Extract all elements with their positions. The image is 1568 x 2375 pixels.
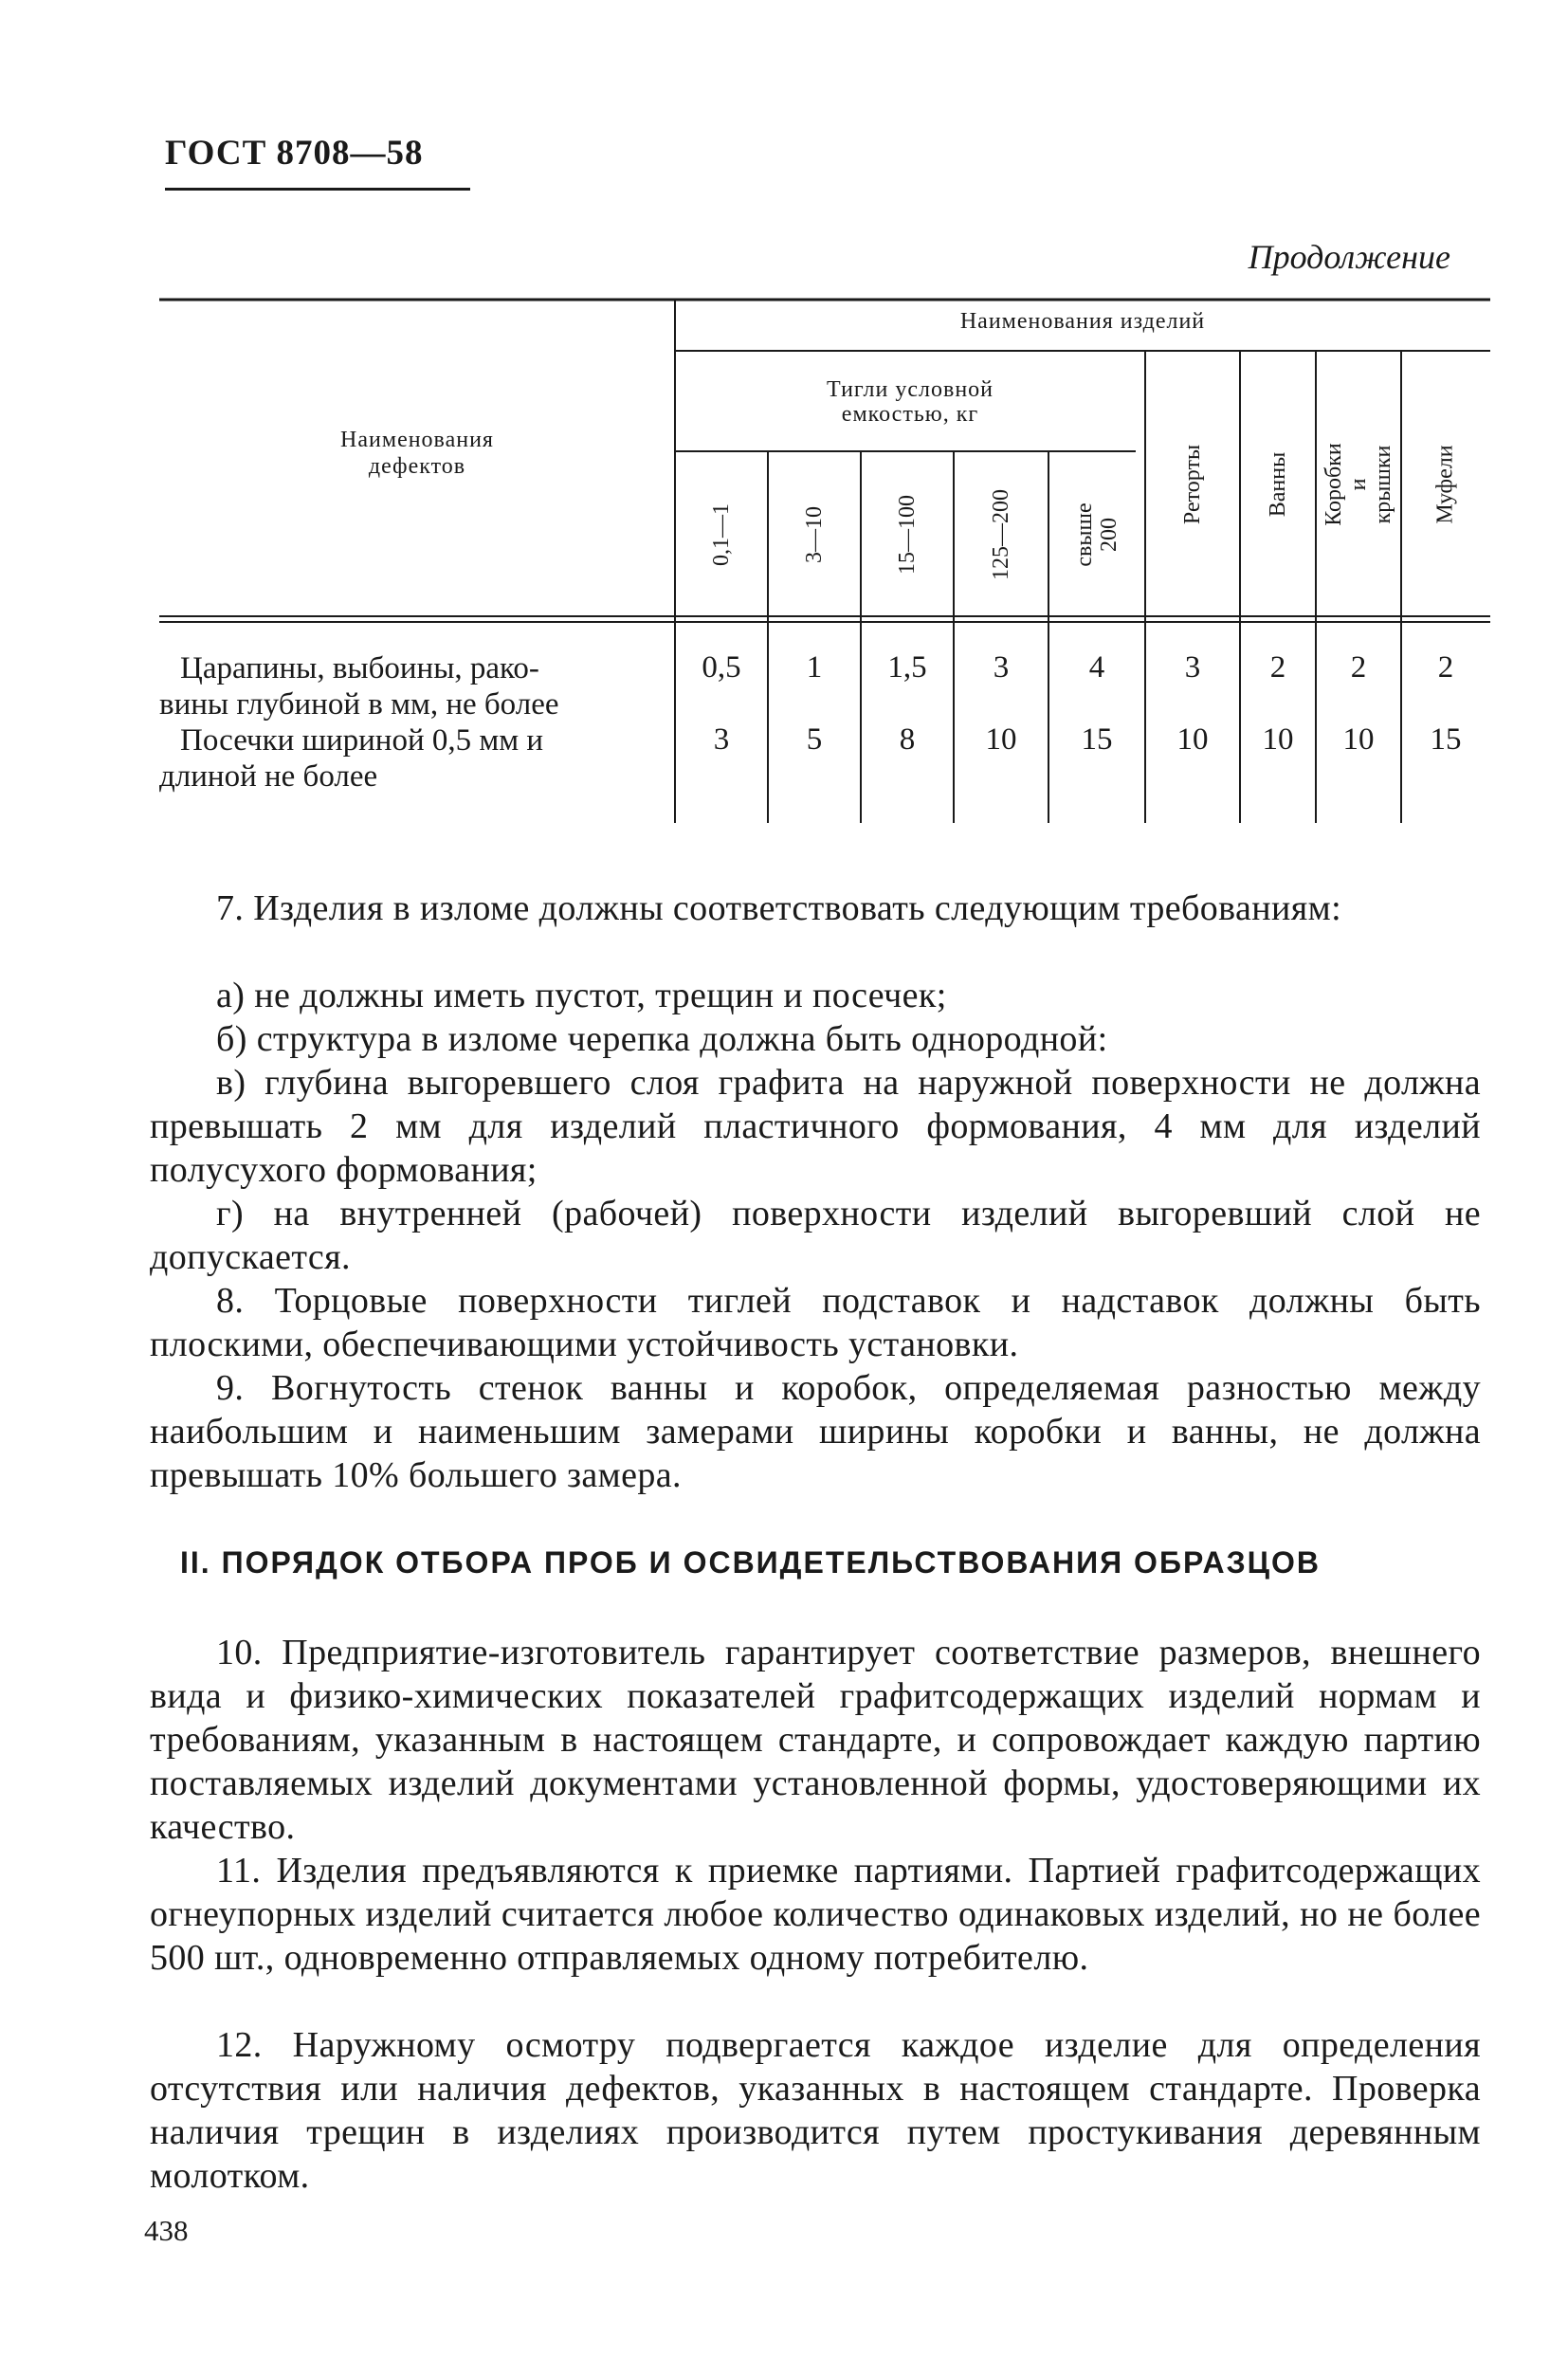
capacity-label: 125—200	[989, 489, 1013, 580]
paragraph-7b: б) структура в изломе черепка должна быть однородной:	[216, 1019, 1108, 1059]
product-label: Коробки и крышки	[1322, 443, 1395, 526]
table-cell: 10	[985, 722, 1017, 757]
continuation-label: Продолжение	[1248, 238, 1450, 276]
paragraph-8: 8. Торцовые поверхности тиглей подставок и надставок должны быть плоскими, обеспечивающими устойчивость установки.	[150, 1281, 1481, 1364]
row-label-line: Царапины, выбоины, рако-	[180, 651, 539, 685]
paragraph-7: 7. Изделия в изломе должны соответствовать следующим требованиям:	[216, 888, 1342, 928]
defects-table	[159, 296, 1490, 827]
defect-header-line-2: дефектов	[368, 454, 466, 479]
header-cell-product-3	[1316, 355, 1401, 614]
header-underline	[165, 188, 470, 191]
header-cell-product-4	[1401, 355, 1490, 614]
capacity-label: 0,1—1	[709, 503, 734, 566]
product-label: Реторты	[1180, 444, 1205, 525]
capacity-label: 15—100	[895, 495, 920, 575]
header-cell-product-2	[1240, 355, 1316, 614]
row-label-line: длиной не более	[159, 759, 378, 794]
defect-header-line-1: Наименования	[340, 428, 494, 452]
table-cell: 2	[1437, 650, 1454, 685]
table-cell: 15	[1430, 722, 1462, 757]
table-cell: 2	[1269, 650, 1286, 685]
table-row-label	[159, 650, 654, 795]
products-header: Наименования изделий	[959, 309, 1206, 334]
paragraph-12: 12. Наружному осмотру подвергается каждое изделие для определения отсутствия или наличия дефектов, указанных в настоящем стандарте. Проверка наличия трещин в изделиях производится путем простукивания деревянным молотком.	[150, 2025, 1481, 2196]
section-heading: II. ПОРЯДОК ОТБОРА ПРОБ И ОСВИДЕТЕЛЬСТВОВАНИЯ ОБРАЗЦОВ	[180, 1545, 1321, 1580]
row-label-line: вины глубиной в мм, не более	[159, 687, 559, 722]
paragraph-11: 11. Изделия предъявляются к приемке партиями. Партией графитсодержащих огнеупорных изделий считается любое количество одинаковых изделий, но не более 500 шт., одновременно отправляемых одному потребителю.	[150, 1851, 1481, 1978]
defect-column-header	[159, 427, 675, 480]
header-cell-product-1	[1145, 355, 1240, 614]
header-cell-capacity-4	[954, 455, 1048, 614]
table-cell: 0,5	[702, 650, 741, 685]
document-code: ГОСТ 8708—58	[165, 134, 424, 173]
table-cell: 3	[1184, 650, 1201, 685]
product-label: Ванны	[1265, 451, 1290, 518]
table-cell: 5	[806, 722, 823, 757]
table-cell: 2	[1350, 650, 1367, 685]
table-cell: 1	[806, 650, 823, 685]
crucibles-header-line-2: емкостью, кг	[841, 402, 979, 427]
row-label-line: Посечки шириной 0,5 мм и	[180, 723, 544, 758]
page-number: 438	[144, 2214, 189, 2247]
header-cell-capacity-5	[1048, 455, 1145, 614]
table-cell: 3	[993, 650, 1010, 685]
table-cell: 1,5	[887, 650, 927, 685]
table-cell: 10	[1262, 722, 1294, 757]
table-cell: 8	[899, 722, 916, 757]
crucibles-header-line-1: Тигли условной	[827, 377, 994, 402]
crucibles-header	[675, 377, 1145, 427]
capacity-label: 3—10	[802, 506, 827, 563]
table-cell: 3	[713, 722, 730, 757]
header-cell-capacity-1	[675, 455, 768, 614]
table-cell: 10	[1176, 722, 1209, 757]
table-cell: 4	[1088, 650, 1105, 685]
paragraph-7d: г) на внутренней (рабочей) поверхности изделий выгоревший слой не допускается.	[150, 1194, 1481, 1277]
product-label: Муфели	[1432, 445, 1458, 524]
paragraph-7c: в) глубина выгоревшего слоя графита на наружной поверхности не должна превышать 2 мм для изделий пластичного формования, 4 мм для изделий полусухого формования;	[150, 1063, 1481, 1190]
table-cell: 10	[1342, 722, 1375, 757]
paragraph-10: 10. Предприятие-изготовитель гарантирует соответствие размеров, внешнего вида и физико-химических показателей графитсодержащих изделий нормам и требованиям, указанным в настоящем стандарте, и сопровождает каждую партию поставляемых изделий документами установленной формы, удостоверяющими их качество.	[150, 1633, 1481, 1847]
paragraph-9: 9. Вогнутость стенок ванны и коробок, определяемая разностью между наибольшим и наименьшим замерами ширины коробки и ванны, не должна превышать 10% большего замера.	[150, 1368, 1481, 1495]
table-cell: 15	[1081, 722, 1113, 757]
header-cell-capacity-3	[861, 455, 954, 614]
capacity-label: свыше 200	[1072, 502, 1121, 567]
header-cell-capacity-2	[768, 455, 861, 614]
paragraph-7a: а) не должны иметь пустот, трещин и посечек;	[216, 976, 947, 1015]
